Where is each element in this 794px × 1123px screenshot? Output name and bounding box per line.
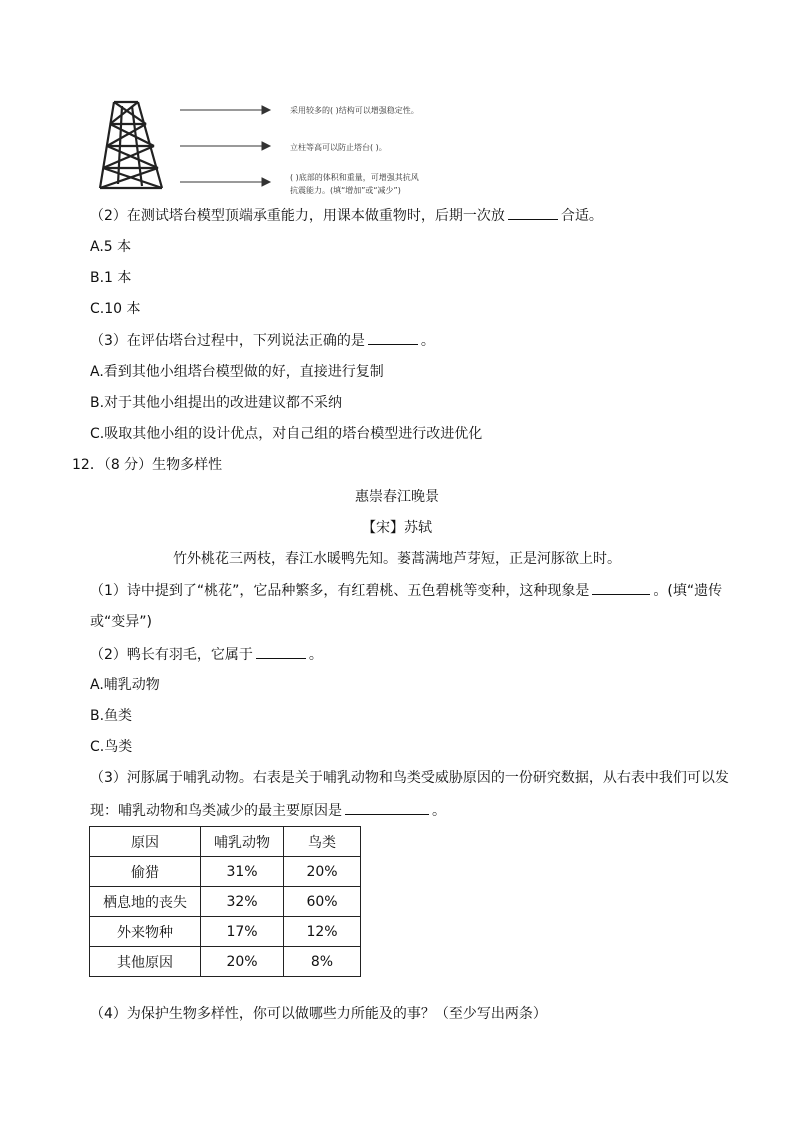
table-cell: 栖息地的丧失 <box>90 887 201 917</box>
q12-sub2-option-b: B.鱼类 <box>90 708 133 724</box>
q12-sub1-continuation: 或“变异”) <box>90 614 152 630</box>
q12-sub4-question: （4）为保护生物多样性，你可以做哪些力所能及的事？（至少写出两条） <box>90 1006 547 1022</box>
q12-sub2-question: （2）鸭长有羽毛，它属于 。 <box>90 644 323 665</box>
table-row <box>90 857 361 887</box>
poem-text: 竹外桃花三两枝，春江水暖鸭先知。蒌蒿满地芦芽短，正是河豚欲上时。 <box>173 551 621 567</box>
q11-sub2-question: （2）在测试塔台模型顶端承重能力，用课本做重物时，后期一次放 合适。 <box>90 205 603 226</box>
table-cell: 20% <box>284 857 361 887</box>
table-header-cell: 原因 <box>90 827 201 857</box>
q12-header: 12．（8 分）生物多样性 <box>72 457 223 473</box>
table-cell: 其他原因 <box>90 947 201 977</box>
table-cell: 60% <box>284 887 361 917</box>
answer-blank[interactable] <box>256 644 306 659</box>
q12-sub2-option-c: C.鸟类 <box>90 739 133 755</box>
answer-blank[interactable] <box>368 330 418 345</box>
table-cell: 外来物种 <box>90 917 201 947</box>
table-cell: 12% <box>284 917 361 947</box>
table-row <box>90 887 361 917</box>
q11-sub3-question: （3）在评估塔台过程中，下列说法正确的是 。 <box>90 330 435 351</box>
table-header-row <box>90 827 361 857</box>
q11-sub3-option-a: A.看到其他小组塔台模型做的好，直接进行复制 <box>90 364 384 380</box>
poem-author: 【宋】苏轼 <box>362 520 432 536</box>
tower-model-icon <box>100 102 162 188</box>
poem-title: 惠崇春江晚景 <box>355 489 439 505</box>
table-cell: 8% <box>284 947 361 977</box>
table-header-cell: 哺乳动物 <box>201 827 284 857</box>
q11-sub2-option-c: C.10 本 <box>90 301 141 317</box>
table-row <box>90 947 361 977</box>
table-cell: 32% <box>201 887 284 917</box>
q12-sub3-line1: （3）河豚属于哺乳动物。右表是关于哺乳动物和鸟类受威胁原因的一份研究数据，从右表中我们可以发 <box>90 770 729 786</box>
q12-sub3-question: 现：哺乳动物和鸟类减少的最主要原因是 。 <box>90 800 446 821</box>
answer-blank[interactable] <box>508 205 558 220</box>
table-cell: 20% <box>201 947 284 977</box>
diagram-callout-3a: ( )底部的体积和重量，可增强其抗风 <box>290 173 419 182</box>
answer-blank[interactable] <box>345 800 429 815</box>
q11-sub3-option-c: C.吸取其他小组的设计优点，对自己组的塔台模型进行改进优化 <box>90 426 483 442</box>
q12-sub2-option-a: A.哺乳动物 <box>90 677 160 693</box>
q11-sub2-option-b: B.1 本 <box>90 270 132 286</box>
table-row <box>90 917 361 947</box>
q12-sub1-question: （1）诗中提到了“桃花”，它品种繁多，有红碧桃、五色碧桃等变种，这种现象是 。(填“遗传 <box>90 580 722 601</box>
answer-blank[interactable] <box>592 580 650 595</box>
diagram-callout-2: 立柱等高可以防止塔台( )。 <box>290 143 387 152</box>
diagram-callout-1: 采用较多的( )结构可以增强稳定性。 <box>290 106 419 115</box>
q11-sub2-option-a: A.5 本 <box>90 239 132 255</box>
q11-sub3-option-b: B.对于其他小组提出的改进建议都不采纳 <box>90 395 343 411</box>
table-cell: 31% <box>201 857 284 887</box>
table-header-cell: 鸟类 <box>284 827 361 857</box>
table-cell: 偷猎 <box>90 857 201 887</box>
diagram-callout-3b: 抗震能力。(填“增加”或“减少”) <box>290 186 401 195</box>
table-cell: 17% <box>201 917 284 947</box>
threat-data-table <box>89 826 361 977</box>
